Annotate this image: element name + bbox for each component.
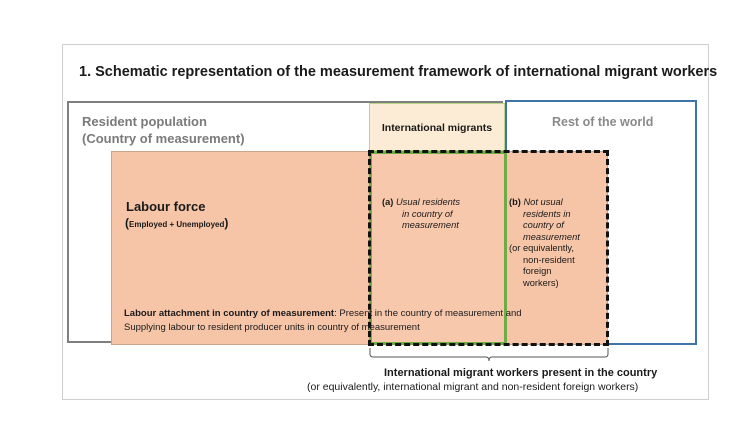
usual-residents-text: [382, 197, 502, 232]
labour-attachment-bold: Labour attachment in country of measurement: [124, 308, 335, 319]
not-usual-line1: Not usual: [523, 197, 563, 207]
not-usual-line4: measurement: [523, 231, 580, 242]
usual-residents-line1: Usual residents: [395, 197, 461, 207]
figure-title: 1. Schematic representation of the measurement framework of international migrant workers: [79, 64, 718, 80]
not-usual-line5: (or equivalently,: [509, 243, 574, 253]
usual-residents-lead: (a): [382, 197, 394, 207]
labour-attachment-text1: : Present in the country of measurement and: [334, 308, 522, 319]
labour-attachment-text: [124, 307, 604, 335]
usual-residents-line2: in country of: [402, 208, 453, 219]
labour-force-close-paren: ): [224, 216, 229, 230]
labour-force-title: Labour force: [126, 199, 206, 214]
not-usual-line6: non-resident: [523, 254, 575, 265]
migrant-workers-present-subtitle: (or equivalently, international migrant and non-resident foreign workers): [307, 381, 639, 393]
rest-of-world-label: Rest of the world: [552, 115, 654, 129]
not-usual-line8: workers): [523, 277, 559, 288]
labour-force-subtitle: [125, 216, 228, 230]
international-migrants-label: International migrants: [381, 122, 493, 134]
usual-residents-line3: measurement: [402, 220, 459, 230]
resident-population-line1: Resident population: [82, 114, 207, 129]
not-usual-residents-lead: (b): [509, 197, 521, 207]
resident-population-label: [82, 113, 245, 147]
resident-population-line2: (Country of measurement): [82, 131, 245, 146]
migrant-workers-present-title: International migrant workers present in the country: [384, 367, 658, 379]
not-usual-line7: foreign: [523, 266, 552, 276]
not-usual-line2: residents in: [523, 208, 571, 219]
labour-force-open-paren: (: [125, 216, 129, 230]
labour-attachment-text2: Supplying labour to resident producer units in country of measurement: [124, 322, 420, 333]
not-usual-residents-text: [509, 197, 605, 289]
bracket-shape: [369, 348, 609, 362]
not-usual-line3: country of: [523, 220, 564, 230]
labour-force-sub-text: Employed + Unemployed: [129, 220, 225, 229]
